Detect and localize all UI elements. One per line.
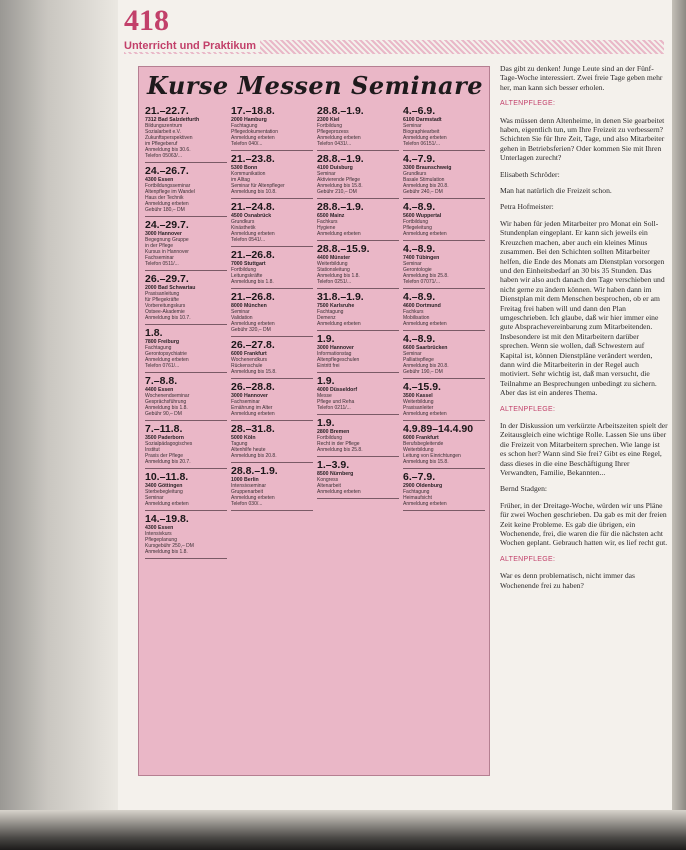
event-detail: Anmeldung erbeten: [403, 321, 447, 327]
event-entry: [403, 151, 485, 199]
event-detail: Altenpflegeschulen: [317, 357, 360, 363]
event-entry: [145, 271, 227, 325]
event-detail: Anmeldung erbeten: [231, 411, 275, 417]
event-detail: Kursgebühr 250,– DM: [145, 543, 194, 549]
event-detail: Kinästhetik: [231, 225, 256, 231]
event-detail: Gebühr 320,– DM: [231, 327, 271, 333]
event-date: 26.–27.8.: [231, 339, 275, 351]
event-date: 28.–31.8.: [231, 423, 275, 435]
event-detail: Anmeldung bis 15.8.: [403, 459, 449, 465]
event-city: 6500 Mainz: [317, 213, 345, 219]
event-detail: Anmeldung bis 20.8.: [403, 363, 449, 369]
event-date: 28.8.–1.9.: [317, 153, 364, 165]
event-detail: Anmeldung erbeten: [231, 231, 275, 237]
event-city: 5000 Köln: [231, 435, 256, 441]
event-detail: Bildungszentrum: [145, 123, 183, 129]
event-entry: [145, 511, 227, 559]
event-city: 4400 Essen: [145, 387, 174, 393]
event-detail: Telefon 0511/...: [145, 261, 179, 267]
event-detail: Eintritt frei: [317, 363, 340, 369]
event-date: 10.–11.8.: [145, 471, 189, 483]
event-detail: Palliativpflege: [403, 357, 434, 363]
event-detail: Anmeldung bis 1.8.: [231, 279, 274, 285]
event-detail: Anmeldung bis 20.8.: [403, 183, 449, 189]
event-detail: Pflege und Reha: [317, 399, 355, 405]
event-detail: im Alltag: [231, 177, 250, 183]
event-detail: Praxis der Pflege: [145, 453, 184, 459]
event-date: 31.8.–1.9.: [317, 291, 364, 303]
events-column: [403, 103, 485, 771]
event-city: 3400 Göttingen: [145, 483, 183, 489]
event-detail: Messe: [317, 393, 332, 399]
event-detail: Leitungskräfte: [231, 273, 263, 279]
event-detail: Altenarbeit: [317, 483, 341, 489]
event-detail: Anmeldung erbeten: [317, 321, 361, 327]
event-date: 7.–8.8.: [145, 375, 178, 387]
event-entry: [317, 289, 399, 331]
event-city: 3000 Hannover: [145, 231, 182, 237]
events-columns: [145, 103, 485, 771]
event-detail: Praxisanleiter: [403, 405, 434, 411]
event-city: 7400 Tübingen: [403, 255, 440, 261]
event-city: 2800 Bremen: [317, 429, 350, 435]
paragraph: Was müssen denn Altenheime, in denen Sie gearbeitet haben, eigentlich tun, um Ihre Freizeit zu verbessern? Schichten Sie für Ihre Zeit, Tage, und also Mitarbeiter gehen in Betriebsferien? Oder kommen Sie mit Ihren Unterlagen zurecht?: [500, 115, 665, 163]
event-date: 28.8.–1.9.: [231, 465, 278, 477]
event-detail: Wochenendkurs: [231, 357, 268, 363]
event-entry: [317, 331, 399, 373]
interviewer-label: ALTENPFLEGE:: [500, 405, 556, 413]
event-detail: Altenhilfe heute: [231, 447, 266, 453]
paragraph: Wir haben für jeden Mitarbeiter pro Monat ein Soll-Stundenplan eingeplant. Er kann sich jeweils ein Kreuzchen machen, aber auch ein kleines Minus zusammen. Bei den Schichten sollten Mitarbeiter helfen, die Ende des Monats am Dienstplan vorsorgen und den Einheitsbedarf an 30 bis 35 Stunden. Das haben wir also auch danach den Tage verschieben und nicht gerne zu ändern können. Wir haben dann im Dienstplan mit dem Menschen besprochen, ob er am Freitag frei haben will und dann den Plan umgeschrieben. Ich glaube, daß wir hier immer eine gute Absprachevereinbarung zum Mitarbeitenden. Insbesondere ist mit den Mitarbeitern darüber sprechen. Wenn sie wollen, daß Schwestern auf Kapital ist, können Dienstpläne verändert werden, dann wird die Mitarbeiterin in der Regel auch motiviert. Sehr wichtig ist, daß man versucht, die Teilnahme an Besprechungen unbedingt zu sichern. Aber das ist ein anderes Thema.: [500, 218, 665, 398]
event-city: 7500 Karlsruhe: [317, 303, 355, 309]
section-label: Unterricht und Praktikum: [124, 40, 260, 52]
event-detail: Gebühr 180,– DM: [145, 207, 185, 213]
event-entry: [403, 289, 485, 331]
event-detail: Anmeldung bis 1.8.: [145, 405, 188, 411]
event-city: 7000 Stuttgart: [231, 261, 266, 267]
event-detail: Rückenschule: [231, 363, 263, 369]
interviewer-label: ALTENPFLEGE:: [500, 100, 556, 108]
paragraph: Das gibt zu denken! Junge Leute sind an der Fünf-Tage-Woche interessiert. Zwei freie Tage geben mehr her, man kann sich besser erholen.: [500, 64, 663, 92]
event-detail: Altenpflege im Wandel: [145, 189, 195, 195]
event-detail: Pflegeplanung: [145, 537, 177, 543]
event-detail: Seminar: [231, 309, 250, 315]
event-detail: Berufsbegleitende: [403, 441, 444, 447]
event-detail: im Pflegeberuf: [145, 141, 178, 147]
event-city: 6000 Frankfurt: [403, 435, 439, 441]
event-entry: [403, 199, 485, 241]
event-detail: Anmeldung erbeten: [145, 357, 189, 363]
paragraph: Man hat natürlich die Freizeit schon.: [500, 186, 612, 196]
event-detail: Pflegeprozess: [317, 129, 349, 135]
event-city: 7800 Freiburg: [145, 339, 180, 345]
event-detail: Gruppenarbeit: [231, 489, 263, 495]
event-date: 14.–19.8.: [145, 513, 189, 525]
event-detail: Grundkurs: [231, 219, 255, 225]
event-date: 4.–15.9.: [403, 381, 441, 393]
events-column: [317, 103, 399, 771]
event-detail: Anmeldung erbeten: [231, 495, 275, 501]
event-detail: Anmeldung bis 25.8.: [317, 447, 363, 453]
event-detail: Anmeldung bis 15.8.: [317, 183, 363, 189]
event-city: 3500 Paderborn: [145, 435, 184, 441]
event-entry: [145, 421, 227, 469]
event-detail: Kursus in Hannover: [145, 249, 189, 255]
event-detail: Validation: [231, 315, 253, 321]
event-detail: Anmeldung bis 30.6.: [145, 147, 191, 153]
event-detail: Sozialarbeit e.V.: [145, 129, 181, 135]
event-detail: Gerontopsychiatrie: [145, 351, 187, 357]
event-entry: [231, 421, 313, 463]
event-date: 28.8.–1.9.: [317, 201, 364, 213]
event-detail: Institut: [145, 447, 160, 453]
event-detail: Anmeldung bis 20.7.: [145, 459, 191, 465]
event-date: 1.9.: [317, 375, 335, 387]
event-detail: Grundkurs: [403, 171, 427, 177]
event-city: 5300 Bonn: [231, 165, 258, 171]
event-entry: [317, 103, 399, 151]
event-detail: Seminar: [145, 495, 164, 501]
event-entry: [145, 103, 227, 163]
event-detail: Seminar: [403, 123, 422, 129]
event-entry: [231, 247, 313, 289]
event-city: 6000 Frankfurt: [231, 351, 267, 357]
event-date: 17.–18.8.: [231, 105, 275, 117]
event-detail: Anmeldung erbeten: [145, 201, 189, 207]
event-detail: Fortbildungsseminar: [145, 183, 191, 189]
event-date: 4.–8.9.: [403, 291, 436, 303]
event-entry: [403, 469, 485, 511]
event-date: 1.9.: [317, 417, 335, 429]
event-city: 3000 Hannover: [231, 393, 268, 399]
event-entry: [317, 457, 399, 499]
event-detail: Gerontologie: [403, 267, 432, 273]
event-entry: [145, 373, 227, 421]
event-detail: Pflegedokumentation: [231, 129, 278, 135]
event-detail: Seminar für Altenpfleger: [231, 183, 285, 189]
section-header: [124, 40, 664, 54]
event-detail: Gebühr 210,– DM: [317, 189, 357, 195]
event-city: 3300 Braunschweig: [403, 165, 452, 171]
speaker-name: Bernd Stadgen:: [500, 484, 548, 494]
event-detail: Anmeldung erbeten: [317, 135, 361, 141]
event-date: 4.9.89–14.4.90: [403, 423, 474, 435]
event-detail: Anmeldung erbeten: [403, 501, 447, 507]
event-date: 28.8.–1.9.: [317, 105, 364, 117]
event-detail: Ostsee-Akademie: [145, 309, 185, 315]
event-detail: Pflegeleitung: [403, 225, 432, 231]
event-detail: Telefon 030/...: [231, 501, 263, 507]
event-detail: Anmeldung erbeten: [317, 231, 361, 237]
event-detail: Vorbereitungskurs: [145, 303, 186, 309]
event-detail: Anmeldung erbeten: [231, 135, 275, 141]
event-city: 5600 Wuppertal: [403, 213, 442, 219]
event-entry: [231, 289, 313, 337]
event-detail: Fachtagung: [317, 309, 344, 315]
event-detail: Basale Stimulation: [403, 177, 445, 183]
event-entry: [403, 379, 485, 421]
event-entry: [403, 241, 485, 289]
event-detail: Heimaufsicht: [403, 495, 432, 501]
event-detail: Anmeldung erbeten: [231, 321, 275, 327]
event-detail: Praxisanleitung: [145, 291, 180, 297]
event-city: 6100 Darmstadt: [403, 117, 442, 123]
event-detail: Biographiearbeit: [403, 129, 440, 135]
events-column: [145, 103, 227, 771]
speaker-name: Petra Hofmeister:: [500, 202, 554, 212]
event-date: 6.–7.9.: [403, 471, 436, 483]
event-detail: Telefon 0251/...: [317, 279, 352, 285]
event-city: 2000 Hamburg: [231, 117, 267, 123]
event-detail: Seminar: [403, 261, 422, 267]
event-city: 4300 Essen: [145, 177, 174, 183]
event-detail: Kommunikation: [231, 171, 266, 177]
event-date: 26.–29.7.: [145, 273, 189, 285]
event-detail: Telefon 0761/...: [145, 363, 180, 369]
event-detail: Telefon 0431/...: [317, 141, 352, 147]
page-number: 418: [124, 4, 169, 37]
event-detail: Demenz: [317, 315, 336, 321]
page-bottom-edge: [0, 810, 686, 850]
event-detail: Anmeldung erbeten: [145, 501, 189, 507]
event-detail: Sterbebegleitung: [145, 489, 183, 495]
event-entry: [145, 163, 227, 217]
event-entry: [231, 463, 313, 511]
event-detail: Seminar: [317, 171, 336, 177]
event-detail: Recht in der Pflege: [317, 441, 360, 447]
event-city: 1000 Berlin: [231, 477, 259, 483]
event-detail: Fachtagung: [231, 123, 258, 129]
event-date: 26.–28.8.: [231, 381, 275, 393]
event-detail: Gebühr 240,– DM: [403, 189, 443, 195]
event-detail: Seminar: [403, 351, 422, 357]
event-detail: Telefon 0211/...: [317, 405, 351, 411]
event-date: 21.–24.8.: [231, 201, 275, 213]
event-detail: Telefon 07071/...: [403, 279, 440, 285]
event-entry: [231, 379, 313, 421]
event-detail: Anmeldung bis 1.8.: [145, 549, 188, 555]
event-detail: Anmeldung erbeten: [403, 135, 447, 141]
event-entry: [317, 373, 399, 415]
event-detail: Fortbildung: [317, 123, 343, 129]
event-detail: Anmeldung erbeten: [403, 411, 447, 417]
event-detail: für Pflegekräfte: [145, 297, 179, 303]
event-detail: Hygiene: [317, 225, 336, 231]
event-entry: [231, 151, 313, 199]
event-city: 3000 Hannover: [317, 345, 354, 351]
event-detail: Fortbildung: [317, 435, 343, 441]
event-detail: Aktivierende Pflege: [317, 177, 361, 183]
event-detail: Anmeldung bis 20.8.: [231, 453, 277, 459]
event-date: 7.–11.8.: [145, 423, 183, 435]
event-date: 28.8.–15.9.: [317, 243, 370, 255]
event-city: 2300 Kiel: [317, 117, 340, 123]
event-detail: Telefon 05063/...: [145, 153, 182, 159]
event-date: 1.8.: [145, 327, 163, 339]
paragraph: War es denn problematisch, nicht immer das Wochenende frei zu haben?: [500, 571, 635, 590]
page-right-edge: [672, 0, 686, 850]
event-detail: Fortbildung: [403, 219, 429, 225]
event-date: 1.–3.9.: [317, 459, 350, 471]
event-detail: Weiterbildung: [317, 261, 348, 267]
event-detail: Intensivseminar: [231, 483, 267, 489]
event-detail: in der Pflege: [145, 243, 174, 249]
event-entry: [317, 415, 399, 457]
event-detail: Fachtagung: [145, 345, 172, 351]
event-detail: Ernährung im Alter: [231, 405, 273, 411]
event-date: 21.–23.8.: [231, 153, 275, 165]
event-entry: [403, 103, 485, 151]
event-city: 6600 Saarbrücken: [403, 345, 448, 351]
event-detail: Anmeldung bis 10.7.: [145, 315, 191, 321]
event-date: 4.–8.9.: [403, 333, 436, 345]
event-detail: Fachkurs: [317, 219, 338, 225]
event-entry: [403, 421, 485, 469]
event-entry: [145, 325, 227, 373]
event-detail: Anmeldung bis 15.8.: [231, 369, 277, 375]
event-date: 4.–6.9.: [403, 105, 436, 117]
event-detail: Weiterbildung: [403, 447, 434, 453]
event-detail: Telefon 040/...: [231, 141, 263, 147]
event-city: 4600 Dortmund: [403, 303, 441, 309]
event-detail: Kongress: [317, 477, 339, 483]
event-detail: Weiterbildung: [403, 399, 434, 405]
event-detail: Fachseminar: [145, 255, 174, 261]
event-detail: Haus der Technik: [145, 195, 184, 201]
event-detail: Anmeldung bis 1.8.: [317, 273, 360, 279]
event-city: 4500 Osnabrück: [231, 213, 272, 219]
event-entry: [231, 337, 313, 379]
event-city: 2900 Oldenburg: [403, 483, 443, 489]
event-city: 4300 Essen: [145, 525, 174, 531]
event-detail: Informationstag: [317, 351, 352, 357]
events-column: [231, 103, 313, 771]
event-city: 8500 Nürnberg: [317, 471, 354, 477]
event-detail: Anmeldung erbeten: [317, 489, 361, 495]
event-city: 3500 Kassel: [403, 393, 433, 399]
event-detail: Telefon 0541/...: [231, 237, 266, 243]
event-detail: Gesprächsführung: [145, 399, 187, 405]
event-date: 24.–29.7.: [145, 219, 189, 231]
event-date: 4.–8.9.: [403, 201, 436, 213]
speaker-name: Elisabeth Schröder:: [500, 169, 560, 179]
event-entry: [231, 199, 313, 247]
event-entry: [317, 241, 399, 289]
event-detail: Begegnung Gruppe: [145, 237, 189, 243]
event-detail: Anmeldung bis 10.8.: [231, 189, 277, 195]
event-detail: Anmeldung erbeten: [403, 231, 447, 237]
event-entry: [145, 217, 227, 271]
event-detail: Intensivkurs: [145, 531, 172, 537]
paragraph: Früher, in der Dreitage-Woche, würden wir uns Pläne für zwei Wochen geschrieben. Da gab es mit der freien Zeit keine Probleme. Es gab die übrigen, ein Wochenende, frei, die waren die für die nächsten acht Wochen geplant. Gebrauch hatten wir, es lief recht gut.: [500, 500, 668, 548]
interviewer-label: ALTENPFLEGE:: [500, 555, 556, 563]
event-detail: Fachkurs: [403, 309, 424, 315]
event-entry: [231, 103, 313, 151]
event-detail: Anmeldung bis 25.8.: [403, 273, 449, 279]
event-detail: Wochenendseminar: [145, 393, 190, 399]
event-entry: [317, 151, 399, 199]
events-box-title: Kurse Messen Seminare: [146, 71, 484, 100]
event-detail: Zukunftsperspektiven: [145, 135, 193, 141]
event-city: 4400 Münster: [317, 255, 351, 261]
events-box: [138, 66, 490, 776]
event-detail: Stationsleitung: [317, 267, 350, 273]
event-detail: Telefon 06151/...: [403, 141, 440, 147]
event-city: 4000 Düsseldorf: [317, 387, 358, 393]
event-city: 8000 München: [231, 303, 267, 309]
event-date: 21.–22.7.: [145, 105, 189, 117]
event-date: 21.–26.8.: [231, 249, 275, 261]
event-date: 4.–8.9.: [403, 243, 436, 255]
event-city: 4100 Duisburg: [317, 165, 353, 171]
event-detail: Tagung: [231, 441, 248, 447]
event-detail: Fachseminar: [231, 399, 260, 405]
interview-text: [500, 64, 668, 597]
event-detail: Sozialpädagogisches: [145, 441, 193, 447]
event-detail: Leitung von Einrichtungen: [403, 453, 461, 459]
event-detail: Gebühr 190,– DM: [403, 369, 443, 375]
event-date: 1.9.: [317, 333, 335, 345]
event-detail: Fortbildung: [231, 267, 257, 273]
event-date: 24.–26.7.: [145, 165, 189, 177]
event-detail: Mobilisation: [403, 315, 430, 321]
event-detail: Gebühr 90,– DM: [145, 411, 182, 417]
event-entry: [145, 469, 227, 511]
event-date: 21.–26.8.: [231, 291, 275, 303]
event-city: 7312 Bad Salzdetfurth: [145, 117, 200, 123]
event-entry: [317, 199, 399, 241]
event-detail: Fachtagung: [403, 489, 430, 495]
event-date: 4.–7.9.: [403, 153, 436, 165]
paragraph: In der Diskussion um verkürzte Arbeitszeiten spielt der Zeitausgleich eine wichtige Rolle. Lassen Sie uns über die Freizeit von Mitarbeitern sprechen. Wie lange ist es schon her? Wann sind Sie frei? Gibt es eine Regel, dass dieses in die eine Beschäftigung Ihrer Verwandten, Familie, Bekannten...: [500, 421, 668, 478]
event-entry: [403, 331, 485, 379]
event-city: 2000 Bad Schwartau: [145, 285, 196, 291]
page-binding-shadow: [0, 0, 118, 850]
